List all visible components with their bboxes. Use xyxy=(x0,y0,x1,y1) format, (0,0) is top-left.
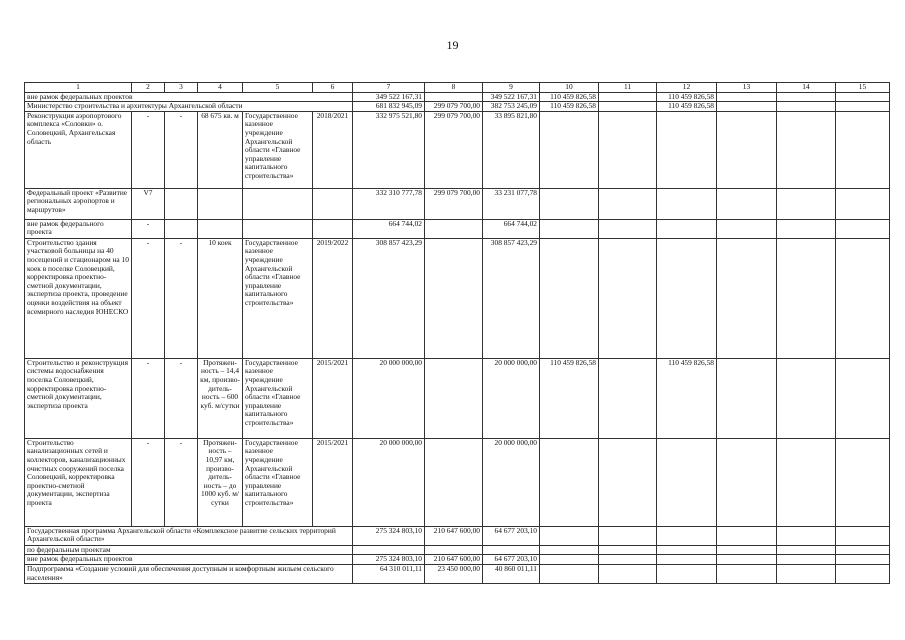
cell-col10 xyxy=(540,438,599,526)
cell-col15 xyxy=(836,555,890,565)
cell-col15 xyxy=(836,438,890,526)
cell-col3 xyxy=(165,188,198,219)
cell-col11 xyxy=(599,438,657,526)
cell-col11 xyxy=(599,219,657,238)
cell-col15 xyxy=(836,564,890,583)
cell-col14 xyxy=(777,219,836,238)
cell-col7: 20 000 000,00 xyxy=(353,438,425,526)
cell-col12 xyxy=(657,438,717,526)
cell-col6: 2015/2021 xyxy=(313,438,353,526)
table-row xyxy=(25,102,890,112)
col-header-6: 6 xyxy=(313,83,353,93)
cell-col2: - xyxy=(132,438,165,526)
cell-col6: 2015/2021 xyxy=(313,358,353,438)
cell-col15 xyxy=(836,219,890,238)
cell-col13 xyxy=(717,111,777,188)
cell-col9: 20 000 000,00 xyxy=(483,438,540,526)
cell-col5: Государственное казенное учреждение Архангельской области «Главное управление капитального строительства» xyxy=(243,438,313,526)
col-header-14: 14 xyxy=(777,83,836,93)
col-header-5: 5 xyxy=(243,83,313,93)
col-header-13: 13 xyxy=(717,83,777,93)
col-header-10: 10 xyxy=(540,83,599,93)
cell-col9: 64 677 203,10 xyxy=(483,555,540,565)
cell-col13 xyxy=(717,238,777,358)
cell-col2: - xyxy=(132,219,165,238)
cell-col9 xyxy=(483,545,540,555)
cell-col14 xyxy=(777,92,836,102)
cell-col8 xyxy=(425,219,483,238)
col-header-2: 2 xyxy=(132,83,165,93)
cell-col13 xyxy=(717,92,777,102)
cell-col4: 68 675 кв. м xyxy=(198,111,243,188)
cell-col11 xyxy=(599,545,657,555)
cell-col9: 382 753 245,09 xyxy=(483,102,540,112)
row-label: Реконструкция аэропортового комплекса «Соловки» о. Соловецкий, Архангельская область xyxy=(25,111,132,188)
cell-col7 xyxy=(353,545,425,555)
cell-col10 xyxy=(540,526,599,545)
col-header-12: 12 xyxy=(657,83,717,93)
cell-col7: 275 324 803,10 xyxy=(353,555,425,565)
cell-col11 xyxy=(599,526,657,545)
cell-col14 xyxy=(777,555,836,565)
row-label: Министерство строительства и архитектуры Архангельской области xyxy=(25,102,353,112)
cell-col7: 664 744,02 xyxy=(353,219,425,238)
cell-col14 xyxy=(777,564,836,583)
cell-col13 xyxy=(717,358,777,438)
cell-col5 xyxy=(243,188,313,219)
cell-col10 xyxy=(540,555,599,565)
table-row xyxy=(25,545,890,555)
row-label: Подпрограмма «Создание условий для обеспечения доступным и комфортным жильем сельского населения» xyxy=(25,564,353,583)
cell-col9: 33 231 077,78 xyxy=(483,188,540,219)
col-header-11: 11 xyxy=(599,83,657,93)
cell-col14 xyxy=(777,188,836,219)
table-row xyxy=(25,219,890,238)
cell-col13 xyxy=(717,219,777,238)
cell-col2: V7 xyxy=(132,188,165,219)
cell-col8 xyxy=(425,438,483,526)
cell-col15 xyxy=(836,545,890,555)
cell-col10 xyxy=(540,188,599,219)
col-header-15: 15 xyxy=(836,83,890,93)
table-row xyxy=(25,564,890,583)
cell-col10 xyxy=(540,111,599,188)
cell-col15 xyxy=(836,188,890,219)
cell-col12 xyxy=(657,111,717,188)
cell-col3: - xyxy=(165,358,198,438)
cell-col4: Протяжен-ность – 10,97 км, произво-дитель-ность – до 1000 куб. м/сутки xyxy=(198,438,243,526)
cell-col5 xyxy=(243,219,313,238)
cell-col8: 299 079 700,00 xyxy=(425,111,483,188)
table-row xyxy=(25,92,890,102)
cell-col2: - xyxy=(132,358,165,438)
cell-col9: 664 744,02 xyxy=(483,219,540,238)
col-header-9: 9 xyxy=(483,83,540,93)
cell-col5: Государственное казенное учреждение Архангельской области «Главное управление капитального строительства» xyxy=(243,111,313,188)
row-label: Строительство канализационных сетей и коллекторов, канализационных очистных сооружений поселка Соловецкий, корректировка проектно-сметной документации, экспертиза проекта xyxy=(25,438,132,526)
cell-col6: 2018/2021 xyxy=(313,111,353,188)
cell-col8: 210 647 600,00 xyxy=(425,526,483,545)
cell-col7: 275 324 803,10 xyxy=(353,526,425,545)
cell-col10 xyxy=(540,545,599,555)
cell-col10 xyxy=(540,564,599,583)
cell-col7: 332 975 521,80 xyxy=(353,111,425,188)
table-row xyxy=(25,358,890,438)
cell-col13 xyxy=(717,555,777,565)
cell-col15 xyxy=(836,238,890,358)
cell-col6 xyxy=(313,188,353,219)
cell-col13 xyxy=(717,564,777,583)
table-row xyxy=(25,526,890,545)
cell-col11 xyxy=(599,188,657,219)
row-label: Строительство здания участковой больницы на 40 посещений и стационаром на 10 коек в поселке Соловецкий, корректировка проектно-сметной документации, экспертиза проекта, проведение оценки воздействия на объект всемирного наследия ЮНЕСКО xyxy=(25,238,132,358)
cell-col14 xyxy=(777,111,836,188)
cell-col12: 110 459 826,58 xyxy=(657,102,717,112)
cell-col13 xyxy=(717,438,777,526)
cell-col2: - xyxy=(132,111,165,188)
cell-col8 xyxy=(425,92,483,102)
cell-col3: - xyxy=(165,438,198,526)
cell-col4 xyxy=(198,188,243,219)
cell-col8: 299 079 700,00 xyxy=(425,188,483,219)
cell-col4 xyxy=(198,219,243,238)
cell-col12 xyxy=(657,219,717,238)
budget-table xyxy=(24,82,890,584)
cell-col12: 110 459 826,58 xyxy=(657,92,717,102)
cell-col7: 308 857 423,29 xyxy=(353,238,425,358)
col-header-7: 7 xyxy=(353,83,425,93)
cell-col10 xyxy=(540,238,599,358)
table-row xyxy=(25,188,890,219)
cell-col12: 110 459 826,58 xyxy=(657,358,717,438)
cell-col15 xyxy=(836,358,890,438)
row-label: Федеральный проект «Развитие региональных аэропортов и маршрутов» xyxy=(25,188,132,219)
cell-col8: 210 647 600,00 xyxy=(425,555,483,565)
cell-col11 xyxy=(599,238,657,358)
cell-col14 xyxy=(777,358,836,438)
cell-col10 xyxy=(540,219,599,238)
table-row xyxy=(25,111,890,188)
cell-col8: 23 450 000,00 xyxy=(425,564,483,583)
cell-col6: 2019/2022 xyxy=(313,238,353,358)
cell-col12 xyxy=(657,564,717,583)
cell-col14 xyxy=(777,545,836,555)
cell-col4: 10 коек xyxy=(198,238,243,358)
table-row xyxy=(25,438,890,526)
cell-col8 xyxy=(425,358,483,438)
cell-col2: - xyxy=(132,238,165,358)
cell-col9: 308 857 423,29 xyxy=(483,238,540,358)
cell-col15 xyxy=(836,102,890,112)
row-label: Государственная программа Архангельской области «Комплексное развитие сельских территорий Архангельской области» xyxy=(25,526,353,545)
cell-col5: Государственное казенное учреждение Архангельской области «Главное управление капитального строительства» xyxy=(243,238,313,358)
col-header-4: 4 xyxy=(198,83,243,93)
cell-col10: 110 459 826,58 xyxy=(540,358,599,438)
cell-col14 xyxy=(777,238,836,358)
page-number: 19 xyxy=(446,38,459,52)
cell-col8 xyxy=(425,545,483,555)
cell-col6 xyxy=(313,219,353,238)
cell-col11 xyxy=(599,555,657,565)
cell-col7: 332 310 777,78 xyxy=(353,188,425,219)
cell-col5: Государственное казенное учреждение Архангельской области «Главное управление капитального строительства» xyxy=(243,358,313,438)
col-header-8: 8 xyxy=(425,83,483,93)
cell-col15 xyxy=(836,111,890,188)
cell-col7: 20 000 000,00 xyxy=(353,358,425,438)
cell-col3 xyxy=(165,219,198,238)
column-number-row xyxy=(25,83,890,93)
cell-col11 xyxy=(599,102,657,112)
row-label: по федеральным проектам xyxy=(25,545,353,555)
cell-col7: 64 310 011,11 xyxy=(353,564,425,583)
col-header-1: 1 xyxy=(25,83,132,93)
cell-col12 xyxy=(657,188,717,219)
cell-col7: 681 832 945,09 xyxy=(353,102,425,112)
cell-col8 xyxy=(425,238,483,358)
cell-col8: 299 079 700,00 xyxy=(425,102,483,112)
row-label: Строительство и реконструкция системы водоснабжения поселка Соловецкий, корректировка проектно-сметной документации, экспертиза проекта xyxy=(25,358,132,438)
row-label: вне рамок федеральных проектов xyxy=(25,555,353,565)
table-row xyxy=(25,555,890,565)
cell-col10: 110 459 826,58 xyxy=(540,102,599,112)
cell-col7: 349 522 167,31 xyxy=(353,92,425,102)
cell-col11 xyxy=(599,111,657,188)
row-label: вне рамок федерального проекта xyxy=(25,219,132,238)
cell-col9: 64 677 203,10 xyxy=(483,526,540,545)
cell-col9: 40 860 011,11 xyxy=(483,564,540,583)
cell-col13 xyxy=(717,188,777,219)
cell-col9: 349 522 167,31 xyxy=(483,92,540,102)
cell-col11 xyxy=(599,564,657,583)
cell-col4: Протяжен-ность – 14,4 км, произво-дитель-ность – 600 куб. м/сутки xyxy=(198,358,243,438)
cell-col9: 20 000 000,00 xyxy=(483,358,540,438)
cell-col14 xyxy=(777,102,836,112)
cell-col14 xyxy=(777,526,836,545)
cell-col11 xyxy=(599,92,657,102)
cell-col13 xyxy=(717,545,777,555)
cell-col15 xyxy=(836,92,890,102)
col-header-3: 3 xyxy=(165,83,198,93)
cell-col13 xyxy=(717,102,777,112)
cell-col14 xyxy=(777,438,836,526)
cell-col12 xyxy=(657,545,717,555)
cell-col12 xyxy=(657,238,717,358)
cell-col10: 110 459 826,58 xyxy=(540,92,599,102)
cell-col9: 33 895 821,80 xyxy=(483,111,540,188)
cell-col3: - xyxy=(165,111,198,188)
cell-col15 xyxy=(836,526,890,545)
cell-col11 xyxy=(599,358,657,438)
cell-col12 xyxy=(657,555,717,565)
table-row xyxy=(25,238,890,358)
cell-col3: - xyxy=(165,238,198,358)
cell-col12 xyxy=(657,526,717,545)
cell-col13 xyxy=(717,526,777,545)
row-label: вне рамок федеральных проектов xyxy=(25,92,353,102)
